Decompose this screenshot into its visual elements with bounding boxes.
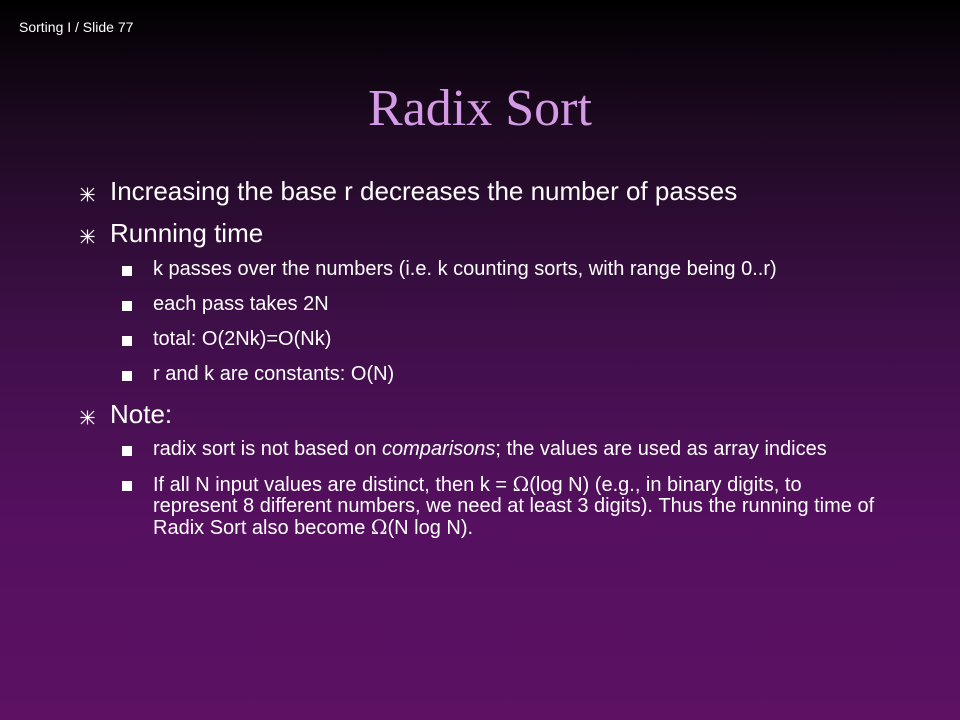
square-bullet-icon — [122, 301, 132, 311]
emphasis-comparisons: comparisons — [382, 438, 496, 460]
sub-bullet-constants — [122, 364, 880, 385]
bullet-note — [80, 401, 880, 427]
sub-bullet-text-pre: radix sort is not based on — [153, 438, 383, 460]
sub-bullet-text-post: ; the values are used as array indices — [495, 438, 827, 460]
sub-bullet-text: k passes over the numbers (i.e. k counting sorts, with range being 0..r) — [153, 258, 777, 280]
asterisk-bullet-icon — [80, 229, 95, 244]
slide-content — [80, 178, 880, 539]
sub-bullet-total — [122, 329, 880, 350]
slide-header: Sorting I / Slide 77 — [19, 19, 134, 35]
sub-bullet-text-a: If all N input values are distinct, then k = — [153, 474, 513, 496]
bullet-running-time-text: Running time — [110, 218, 264, 248]
omega-symbol: Ω — [370, 515, 388, 539]
square-bullet-icon — [122, 266, 132, 276]
sub-bullet-radix-not-comparison — [122, 439, 880, 460]
sub-bullet-text-c: (N log N). — [387, 517, 474, 539]
sub-bullet-text: each pass takes 2N — [153, 293, 329, 315]
asterisk-bullet-icon — [80, 187, 95, 202]
bullet-running-time — [80, 220, 880, 246]
square-bullet-icon — [122, 446, 132, 456]
asterisk-bullet-icon — [80, 410, 95, 425]
sub-bullet-distinct-values — [122, 474, 880, 539]
sub-bullet-each-pass — [122, 294, 880, 315]
omega-symbol: Ω — [512, 472, 530, 496]
sub-bullet-text: total: O(2Nk)=O(Nk) — [153, 328, 332, 350]
sub-bullet-text: r and k are constants: O(N) — [153, 363, 395, 385]
square-bullet-icon — [122, 371, 132, 381]
square-bullet-icon — [122, 481, 132, 491]
sub-bullet-text-b: (log N) (e.g., in binary digits, to represent 8 different numbers, we need at least 3 digits). Thus the running time of Radix Sort also become — [153, 474, 875, 539]
bullet-base — [80, 178, 880, 204]
square-bullet-icon — [122, 336, 132, 346]
bullet-base-text: Increasing the base r decreases the number of passes — [110, 176, 738, 206]
sub-bullet-k-passes — [122, 259, 880, 280]
slide-title: Radix Sort — [368, 80, 592, 137]
bullet-note-text: Note: — [110, 399, 173, 429]
